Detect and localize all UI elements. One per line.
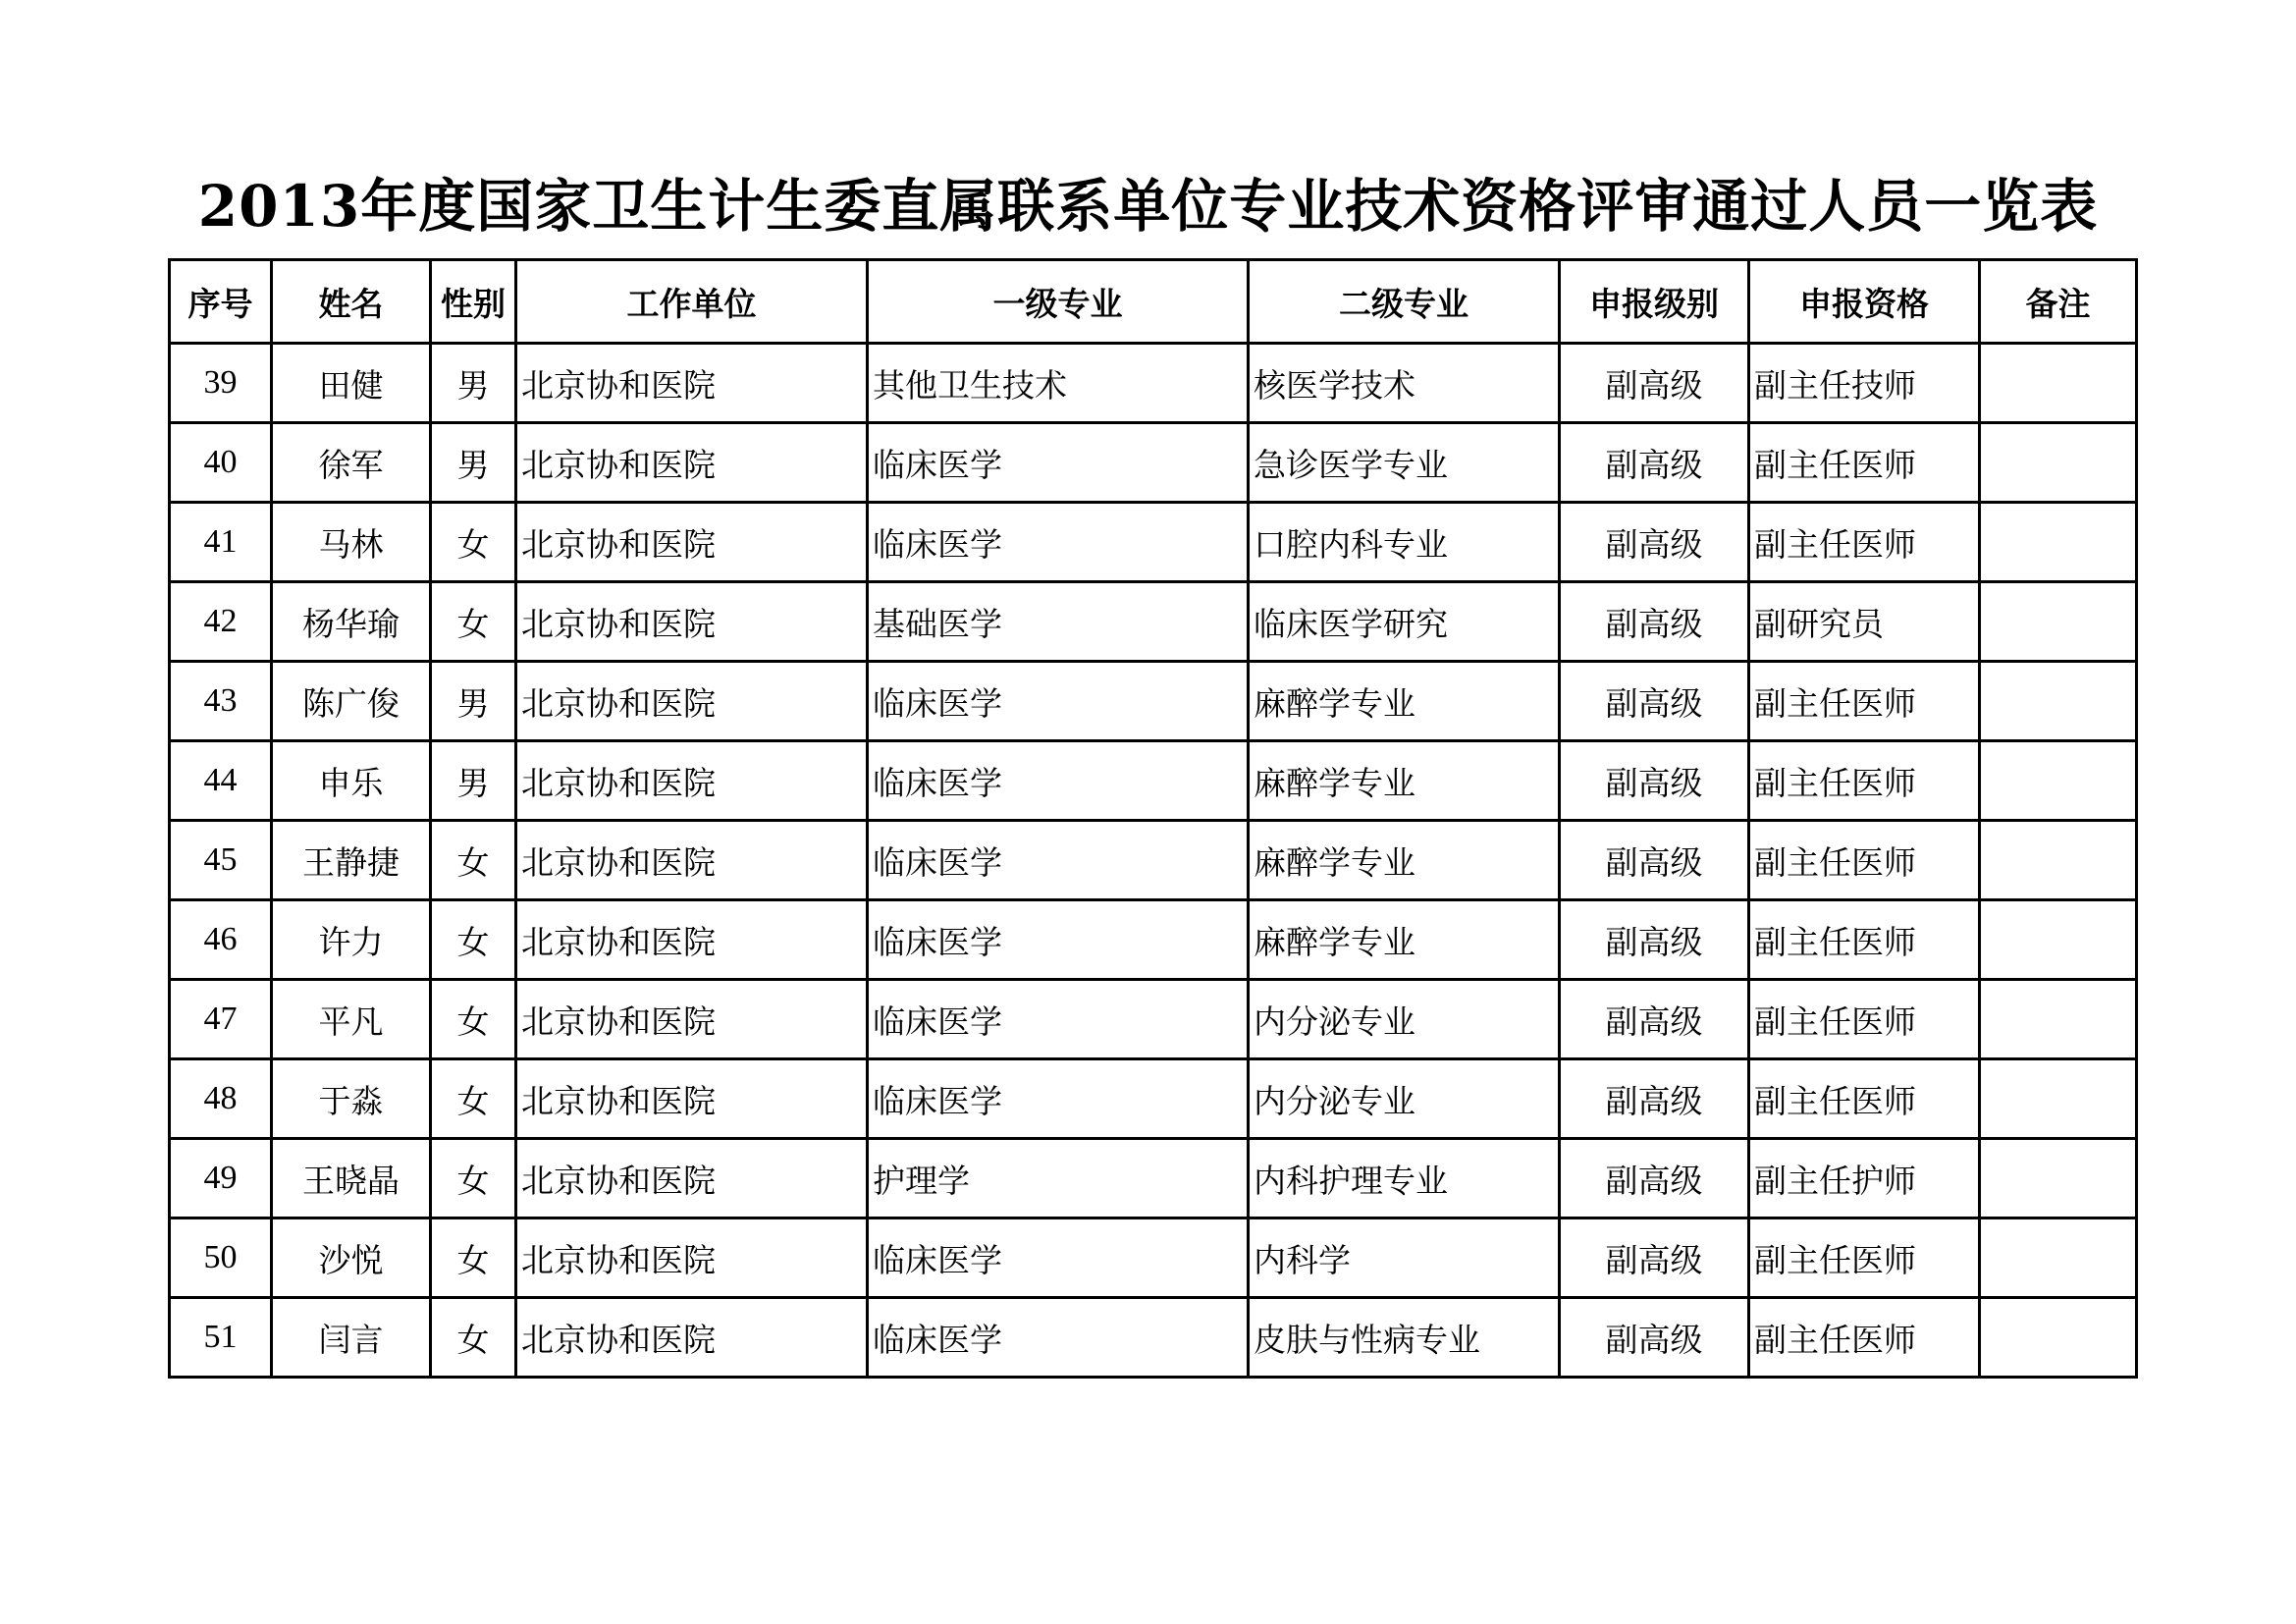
cell-gender: 男: [431, 344, 516, 423]
cell-qualification: 副主任医师: [1749, 503, 1980, 582]
header-cell: 一级专业: [868, 260, 1249, 344]
cell-serial-number: 41: [170, 503, 272, 582]
roster-table: [168, 258, 2138, 1379]
cell-work-unit: 北京协和医院: [516, 662, 868, 741]
cell-application-level: 副高级: [1560, 980, 1749, 1059]
cell-secondary-major: 麻醉学专业: [1249, 741, 1560, 821]
cell-work-unit: 北京协和医院: [516, 1139, 868, 1218]
cell-serial-number: 44: [170, 741, 272, 821]
cell-remark: [1980, 503, 2137, 582]
cell-remark: [1980, 344, 2137, 423]
table-row: [170, 423, 2137, 503]
cell-serial-number: 42: [170, 582, 272, 662]
cell-serial-number: 43: [170, 662, 272, 741]
cell-gender: 女: [431, 1218, 516, 1298]
cell-qualification: 副主任医师: [1749, 1218, 1980, 1298]
table-row: [170, 344, 2137, 423]
cell-work-unit: 北京协和医院: [516, 344, 868, 423]
cell-secondary-major: 麻醉学专业: [1249, 900, 1560, 980]
table-row: [170, 741, 2137, 821]
cell-qualification: 副主任医师: [1749, 662, 1980, 741]
cell-work-unit: 北京协和医院: [516, 980, 868, 1059]
cell-serial-number: 39: [170, 344, 272, 423]
cell-work-unit: 北京协和医院: [516, 1059, 868, 1139]
cell-remark: [1980, 582, 2137, 662]
cell-work-unit: 北京协和医院: [516, 741, 868, 821]
cell-gender: 女: [431, 1059, 516, 1139]
cell-qualification: 副主任护师: [1749, 1139, 1980, 1218]
cell-primary-major: 其他卫生技术: [868, 344, 1249, 423]
cell-serial-number: 40: [170, 423, 272, 503]
header-cell: 序号: [170, 260, 272, 344]
cell-name: 王静捷: [272, 821, 431, 900]
cell-gender: 女: [431, 900, 516, 980]
cell-work-unit: 北京协和医院: [516, 423, 868, 503]
cell-qualification: 副主任医师: [1749, 1059, 1980, 1139]
cell-serial-number: 51: [170, 1298, 272, 1378]
cell-gender: 女: [431, 821, 516, 900]
cell-primary-major: 临床医学: [868, 900, 1249, 980]
cell-secondary-major: 临床医学研究: [1249, 582, 1560, 662]
cell-secondary-major: 内分泌专业: [1249, 1059, 1560, 1139]
cell-serial-number: 49: [170, 1139, 272, 1218]
cell-name: 马林: [272, 503, 431, 582]
table-row: [170, 582, 2137, 662]
cell-work-unit: 北京协和医院: [516, 582, 868, 662]
cell-name: 于淼: [272, 1059, 431, 1139]
cell-gender: 女: [431, 980, 516, 1059]
cell-name: 许力: [272, 900, 431, 980]
cell-serial-number: 46: [170, 900, 272, 980]
cell-gender: 男: [431, 662, 516, 741]
cell-name: 徐军: [272, 423, 431, 503]
cell-gender: 男: [431, 423, 516, 503]
cell-primary-major: 临床医学: [868, 821, 1249, 900]
cell-application-level: 副高级: [1560, 423, 1749, 503]
cell-secondary-major: 内分泌专业: [1249, 980, 1560, 1059]
table-row: [170, 1298, 2137, 1378]
cell-application-level: 副高级: [1560, 344, 1749, 423]
cell-remark: [1980, 1298, 2137, 1378]
header-cell: 备注: [1980, 260, 2137, 344]
cell-serial-number: 50: [170, 1218, 272, 1298]
cell-primary-major: 临床医学: [868, 503, 1249, 582]
cell-remark: [1980, 1218, 2137, 1298]
cell-primary-major: 临床医学: [868, 1218, 1249, 1298]
table-header-row: [170, 260, 2137, 344]
cell-application-level: 副高级: [1560, 503, 1749, 582]
cell-application-level: 副高级: [1560, 741, 1749, 821]
cell-application-level: 副高级: [1560, 821, 1749, 900]
cell-primary-major: 临床医学: [868, 662, 1249, 741]
table-body: [170, 344, 2137, 1378]
cell-qualification: 副主任医师: [1749, 1298, 1980, 1378]
cell-secondary-major: 核医学技术: [1249, 344, 1560, 423]
cell-application-level: 副高级: [1560, 1298, 1749, 1378]
cell-secondary-major: 麻醉学专业: [1249, 662, 1560, 741]
cell-gender: 女: [431, 503, 516, 582]
cell-gender: 男: [431, 741, 516, 821]
cell-name: 王晓晶: [272, 1139, 431, 1218]
cell-secondary-major: 口腔内科专业: [1249, 503, 1560, 582]
cell-name: 沙悦: [272, 1218, 431, 1298]
cell-qualification: 副主任医师: [1749, 741, 1980, 821]
cell-primary-major: 临床医学: [868, 980, 1249, 1059]
header-cell: 二级专业: [1249, 260, 1560, 344]
document-title: 2013年度国家卫生计生委直属联系单位专业技术资格评审通过人员一览表: [197, 173, 2099, 240]
table-row: [170, 503, 2137, 582]
header-cell: 姓名: [272, 260, 431, 344]
cell-remark: [1980, 821, 2137, 900]
cell-application-level: 副高级: [1560, 582, 1749, 662]
cell-secondary-major: 皮肤与性病专业: [1249, 1298, 1560, 1378]
table-row: [170, 1139, 2137, 1218]
cell-work-unit: 北京协和医院: [516, 1298, 868, 1378]
cell-qualification: 副主任医师: [1749, 821, 1980, 900]
cell-application-level: 副高级: [1560, 1218, 1749, 1298]
cell-name: 闫言: [272, 1298, 431, 1378]
cell-primary-major: 临床医学: [868, 741, 1249, 821]
cell-remark: [1980, 423, 2137, 503]
header-cell: 性别: [431, 260, 516, 344]
cell-gender: 女: [431, 1139, 516, 1218]
cell-qualification: 副主任医师: [1749, 900, 1980, 980]
cell-secondary-major: 内科护理专业: [1249, 1139, 1560, 1218]
header-cell: 申报资格: [1749, 260, 1980, 344]
cell-qualification: 副研究员: [1749, 582, 1980, 662]
cell-remark: [1980, 1059, 2137, 1139]
cell-name: 田健: [272, 344, 431, 423]
cell-application-level: 副高级: [1560, 662, 1749, 741]
cell-qualification: 副主任医师: [1749, 980, 1980, 1059]
cell-work-unit: 北京协和医院: [516, 900, 868, 980]
cell-serial-number: 48: [170, 1059, 272, 1139]
cell-name: 平凡: [272, 980, 431, 1059]
cell-primary-major: 基础医学: [868, 582, 1249, 662]
table-row: [170, 980, 2137, 1059]
cell-remark: [1980, 1139, 2137, 1218]
cell-remark: [1980, 900, 2137, 980]
cell-application-level: 副高级: [1560, 1139, 1749, 1218]
cell-name: 申乐: [272, 741, 431, 821]
cell-serial-number: 45: [170, 821, 272, 900]
table-row: [170, 821, 2137, 900]
cell-remark: [1980, 980, 2137, 1059]
table-row: [170, 900, 2137, 980]
table-row: [170, 1059, 2137, 1139]
cell-secondary-major: 急诊医学专业: [1249, 423, 1560, 503]
cell-primary-major: 临床医学: [868, 423, 1249, 503]
cell-name: 杨华瑜: [272, 582, 431, 662]
cell-primary-major: 临床医学: [868, 1059, 1249, 1139]
cell-application-level: 副高级: [1560, 1059, 1749, 1139]
cell-secondary-major: 内科学: [1249, 1218, 1560, 1298]
cell-application-level: 副高级: [1560, 900, 1749, 980]
cell-qualification: 副主任医师: [1749, 423, 1980, 503]
cell-work-unit: 北京协和医院: [516, 503, 868, 582]
cell-primary-major: 临床医学: [868, 1298, 1249, 1378]
cell-remark: [1980, 741, 2137, 821]
table-row: [170, 662, 2137, 741]
cell-qualification: 副主任技师: [1749, 344, 1980, 423]
cell-serial-number: 47: [170, 980, 272, 1059]
cell-remark: [1980, 662, 2137, 741]
cell-gender: 女: [431, 1298, 516, 1378]
cell-work-unit: 北京协和医院: [516, 1218, 868, 1298]
table-row: [170, 1218, 2137, 1298]
header-cell: 工作单位: [516, 260, 868, 344]
cell-gender: 女: [431, 582, 516, 662]
header-cell: 申报级别: [1560, 260, 1749, 344]
cell-name: 陈广俊: [272, 662, 431, 741]
cell-primary-major: 护理学: [868, 1139, 1249, 1218]
cell-secondary-major: 麻醉学专业: [1249, 821, 1560, 900]
cell-work-unit: 北京协和医院: [516, 821, 868, 900]
